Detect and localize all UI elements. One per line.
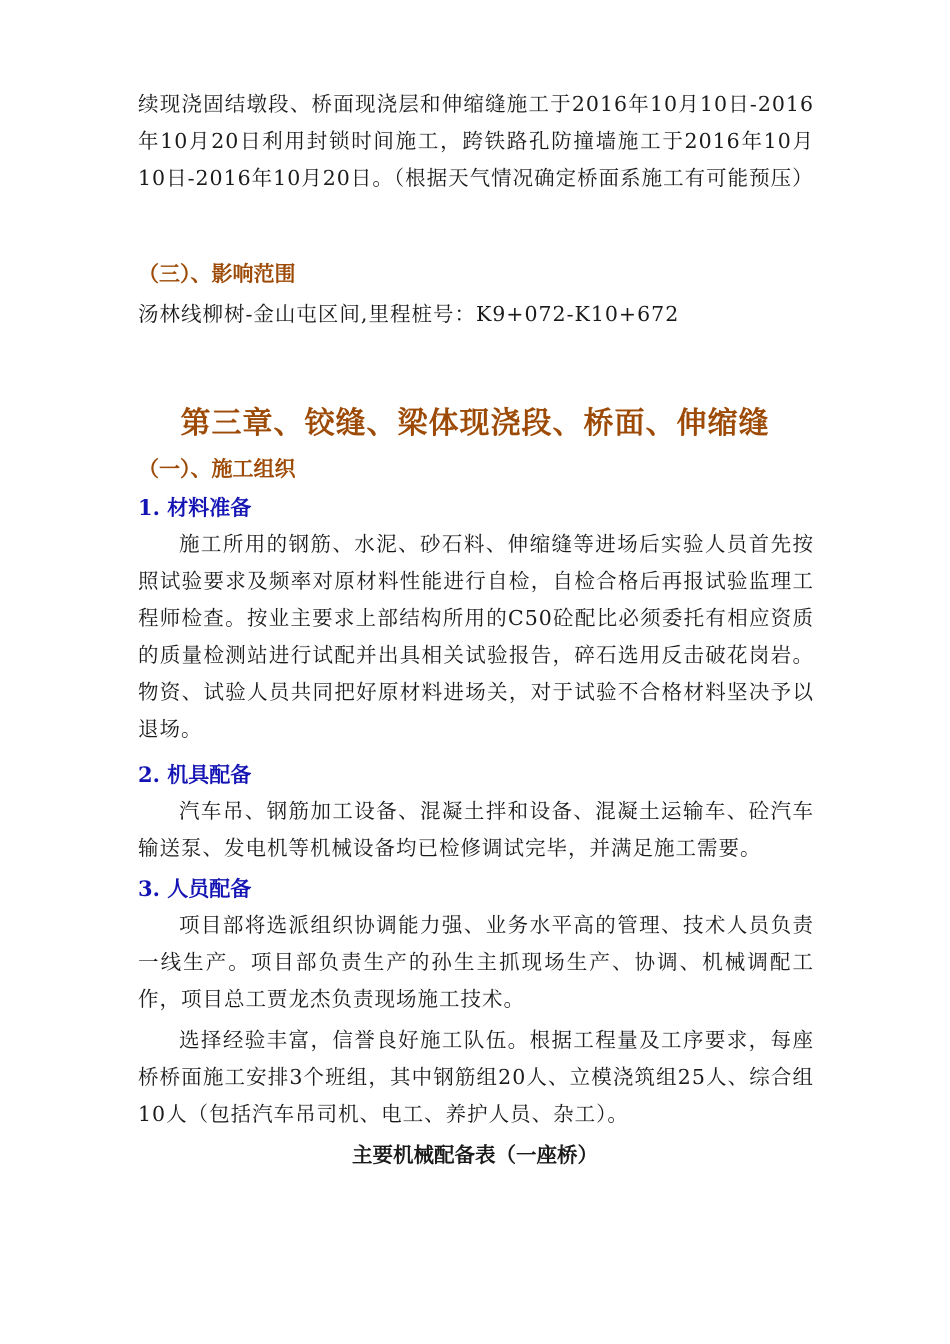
subsection-heading-construction-org: （一）、施工组织 (138, 456, 296, 481)
table-title: 主要机械配备表（一座桥） (352, 1143, 598, 1167)
impact-scope-text: 汤林线柳树-金山屯区间,里程桩号：K9+072-K10+672 (138, 302, 680, 326)
item-heading-equipment: 2. 机具配备 (138, 762, 252, 787)
personnel-paragraph-1: 项目部将选派组织协调能力强、业务水平高的管理、技术人员负责一线生产。项目部负责生产的孙生主抓现场生产、协调、机械调配工作，项目总工贾龙杰负责现场施工技术。 (138, 913, 814, 1011)
chapter-title: 第三章、铰缝、梁体现浇段、桥面、伸缩缝 (180, 406, 770, 441)
item-heading-materials: 1. 材料准备 (138, 495, 252, 520)
materials-paragraph: 施工所用的钢筋、水泥、砂石料、伸缩缝等进场后实验人员首先按照试验要求及频率对原材料性能进行自检，自检合格后再报试验监理工程师检查。按业主要求上部结构所用的C50砼配比必须委托有相应资质的质量检测站进行试配并出具相关试验报告，碎石选用反击破花岗岩。物资、试验人员共同把好原材料进场关，对于试验不合格材料坚决予以退场。 (138, 532, 814, 741)
equipment-paragraph: 汽车吊、钢筋加工设备、混凝土拌和设备、混凝土运输车、砼汽车输送泵、发电机等机械设备均已检修调试完毕，并满足施工需要。 (138, 799, 814, 860)
section-heading-impact-scope: （三）、影响范围 (138, 261, 296, 286)
personnel-paragraph-2: 选择经验丰富，信誉良好施工队伍。根据工程量及工序要求，每座桥桥面施工安排3个班组，其中钢筋组20人、立模浇筑组25人、综合组10人（包括汽车吊司机、电工、养护人员、杂工）。 (138, 1028, 814, 1126)
intro-paragraph: 续现浇固结墩段、桥面现浇层和伸缩缝施工于2016年10月10日-2016年10月20日利用封锁时间施工，跨铁路孔防撞墙施工于2016年10月10日-2016年10月20日。（根据天气情况确定桥面系施工有可能预压） (138, 92, 814, 190)
item-heading-personnel: 3. 人员配备 (138, 876, 252, 901)
